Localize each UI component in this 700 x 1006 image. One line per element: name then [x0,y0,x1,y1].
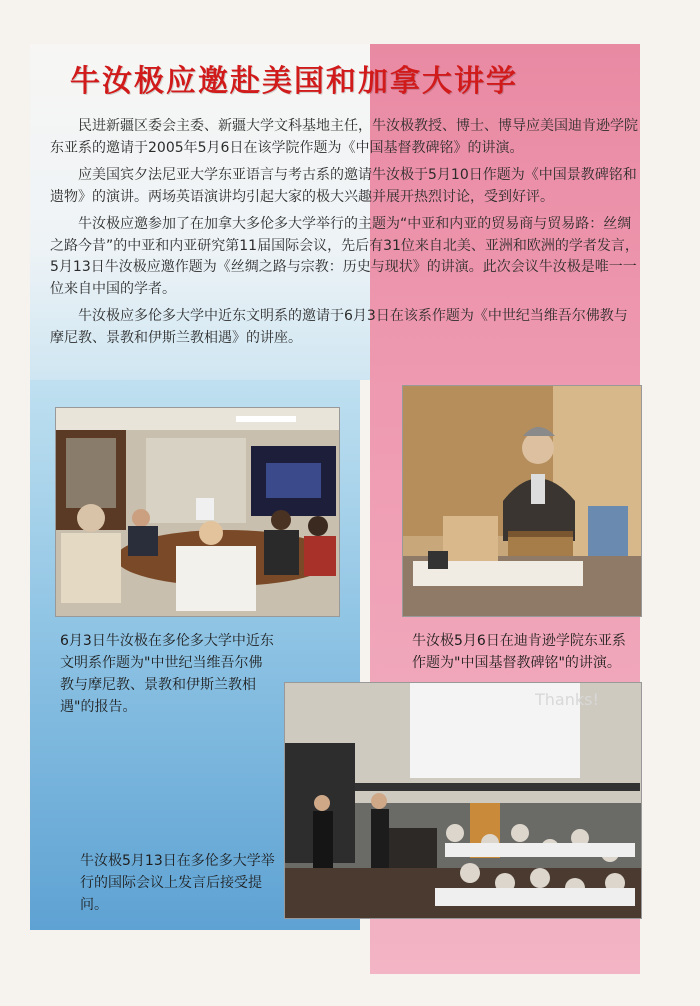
paragraph-2: 应美国宾夕法尼亚大学东亚语言与考古系的邀请牛汝极于5月10日作题为《中国景教碑铭和遗物》的演讲。两场英语演讲均引起大家的极大兴趣并展开热烈讨论，受到好评。 [50,167,637,205]
article-body [50,116,640,355]
photo-lecture-hall [284,682,642,919]
photo-podium-lecture [402,385,642,617]
photo-seminar-room [55,407,340,617]
paragraph-4: 牛汝极应多伦多大学中近东文明系的邀请于6月3日在该系作题为《中世纪当维吾尔佛教与摩尼教、景教和伊斯兰教相遇》的讲座。 [50,308,628,346]
paragraph-3: 牛汝极应邀参加了在加拿大多伦多大学举行的主题为“中亚和内亚的贸易商与贸易路：丝绸之路今昔”的中亚和内亚研究第11届国际会议，先后有31位来自北美、亚洲和欧洲的学者发言，5月13日牛汝极应邀作题为《丝绸之路与宗教：历史与现状》的讲演。此次会议牛汝极是唯一一位来自中国的学者。 [50,216,639,297]
page-title: 牛汝极应邀赴美国和加拿大讲学 [70,64,518,99]
caption-photo-podium: 牛汝极5月6日在迪肯逊学院东亚系作题为"中国基督教碑铭"的讲演。 [412,633,626,671]
projector-screen-text: Thanks! [535,690,599,709]
caption-photo-seminar: 6月3日牛汝极在多伦多大学中近东文明系作题为"中世纪当维吾尔佛教与摩尼教、景教和伊斯兰教相遇"的报告。 [60,633,274,715]
caption-photo-lecture-hall: 牛汝极5月13日在多伦多大学举行的国际会议上发言后接受提问。 [80,853,275,913]
paragraph-1: 民进新疆区委会主委、新疆大学文科基地主任，牛汝极教授、博士、博导应美国迪肯逊学院东亚系的邀请于2005年5月6日在该学院作题为《中国基督教碑铭》的讲演。 [50,118,638,156]
